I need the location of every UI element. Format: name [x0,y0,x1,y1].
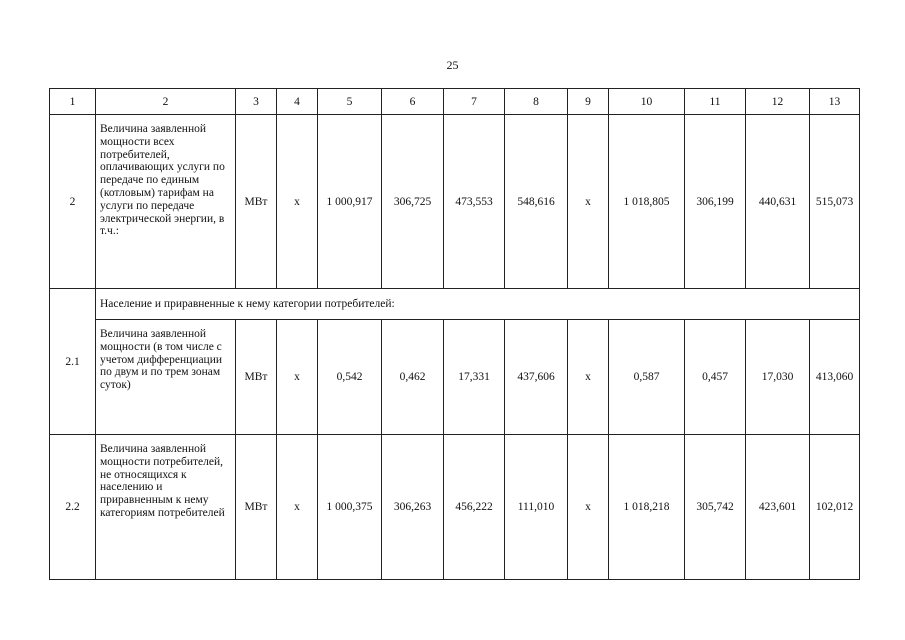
column-number: 12 [746,89,810,115]
unit-cell: МВт [236,115,277,289]
value-cell: 548,616 [505,115,568,289]
value-cell: 306,263 [382,435,444,580]
column-number: 9 [568,89,609,115]
value-cell: 305,742 [685,435,746,580]
column-number: 8 [505,89,568,115]
unit-cell: МВт [236,435,277,580]
row-number: 2 [50,115,96,289]
column-number: 5 [318,89,382,115]
column-number: 7 [444,89,505,115]
row-label: Величина заявленной мощности всех потребителей, оплачивающих услуги по передаче по единым (котловым) тарифам на услуги по передаче электрической энергии, в т.ч.: [96,115,236,289]
value-cell: x [568,115,609,289]
row-label: Величина заявленной мощности (в том числе с учетом дифференциации по двум и по трем зонам суток) [96,320,236,435]
value-cell: 306,199 [685,115,746,289]
value-cell: 423,601 [746,435,810,580]
value-cell: 17,030 [746,320,810,435]
value-cell: 0,542 [318,320,382,435]
section-label: Население и приравненные к нему категории потребителей: [96,289,860,320]
section-row [50,289,860,320]
row-number: 2.2 [50,435,96,580]
value-cell: x [277,115,318,289]
value-cell: x [277,435,318,580]
value-cell: 1 018,218 [609,435,685,580]
table-header-row [50,89,860,115]
column-number: 1 [50,89,96,115]
value-cell: x [277,320,318,435]
row-number: 2.1 [50,289,96,435]
table-row [50,320,860,435]
value-cell: 1 000,917 [318,115,382,289]
value-cell: x [568,435,609,580]
value-cell: 0,587 [609,320,685,435]
value-cell: 102,012 [810,435,860,580]
column-number: 13 [810,89,860,115]
column-number: 6 [382,89,444,115]
value-cell: 440,631 [746,115,810,289]
value-cell: 437,606 [505,320,568,435]
unit-cell: МВт [236,320,277,435]
table-row [50,435,860,580]
value-cell: 111,010 [505,435,568,580]
value-cell: 0,457 [685,320,746,435]
page-number: 25 [446,58,459,72]
value-cell: 515,073 [810,115,860,289]
value-cell: 456,222 [444,435,505,580]
value-cell: 0,462 [382,320,444,435]
value-cell: 473,553 [444,115,505,289]
tariff-capacity-table [49,88,860,580]
column-number: 4 [277,89,318,115]
value-cell: 413,060 [810,320,860,435]
value-cell: x [568,320,609,435]
value-cell: 306,725 [382,115,444,289]
value-cell: 1 000,375 [318,435,382,580]
value-cell: 1 018,805 [609,115,685,289]
column-number: 3 [236,89,277,115]
value-cell: 17,331 [444,320,505,435]
column-number: 11 [685,89,746,115]
table-row [50,115,860,289]
row-label: Величина заявленной мощности потребителей, не относящихся к населению и приравненным к нему категориям потребителей [96,435,236,580]
column-number: 2 [96,89,236,115]
column-number: 10 [609,89,685,115]
